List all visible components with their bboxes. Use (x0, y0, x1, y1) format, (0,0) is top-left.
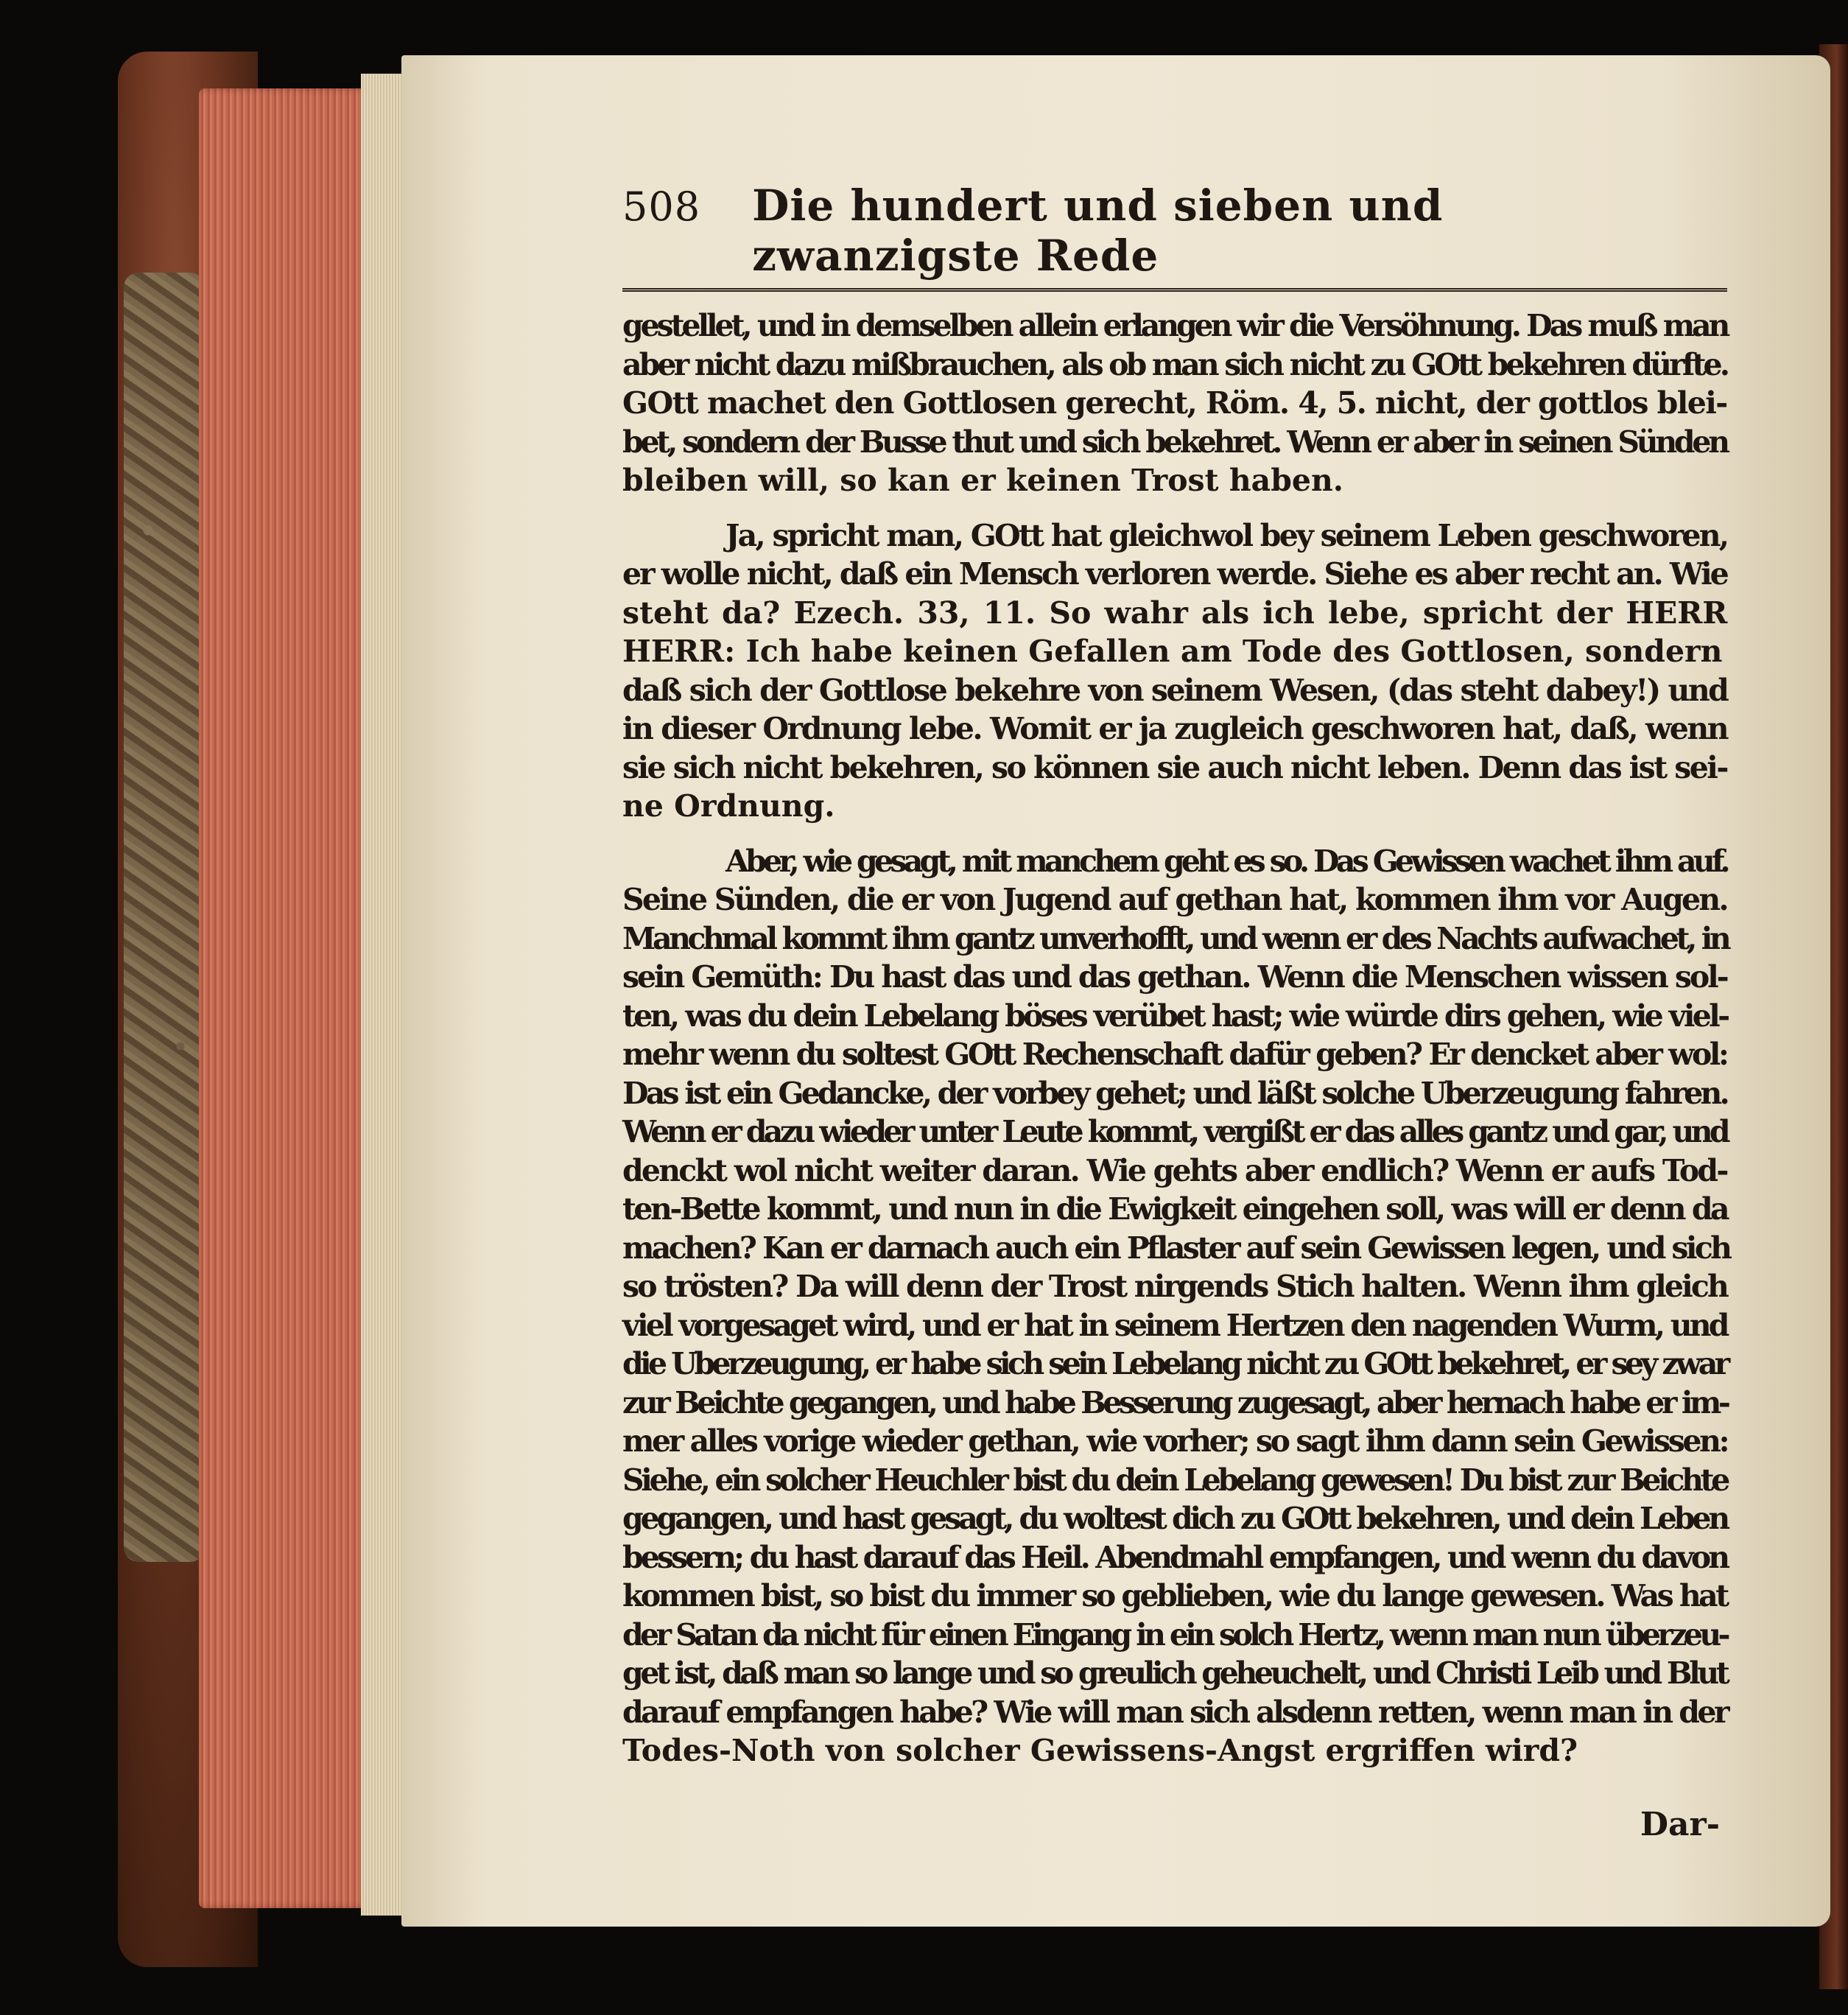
text-line: der Satan da nicht für einen Eingang in ein solch Hertz, wenn man nun überzeu- (622, 1616, 1727, 1653)
text-line: steht da? Ezech. 33, 11. So wahr als ich lebe, spricht der HERR (622, 595, 1728, 631)
paragraph-3 (622, 842, 1730, 1770)
text-line: in dieser Ordnung lebe. Womit er ja zugleich geschworen hat, daß, wenn (622, 711, 1728, 746)
page-edges (361, 74, 405, 1916)
text-line: bessern; du hast darauf das Heil. Abendmahl empfangen, und wenn du davon (622, 1539, 1728, 1575)
text-line: denckt wol nicht weiter daran. Wie gehts aber endlich? Wenn er aufs Tod- (622, 1152, 1727, 1188)
text-line: Wenn er dazu wieder unter Leute kommt, vergißt er das alles gantz und gar, und (622, 1114, 1727, 1149)
text-line: ne Ordnung. (622, 788, 835, 824)
running-head-title: Die hundert und sieben und zwanzigste Rede (752, 181, 1444, 281)
text-line: Manchmal kommt ihm gantz unverhofft, und wenn er des Nachts aufwachet, in (622, 920, 1729, 956)
catchword: Dar- (1640, 1805, 1720, 1843)
text-line: er wolle nicht, daß ein Mensch verloren werde. Siehe es aber recht an. Wie (622, 556, 1727, 592)
text-block (622, 181, 1730, 1843)
text-line: gegangen, und hast gesagt, du woltest dich zu GOtt bekehren, und dein Leben (622, 1501, 1728, 1536)
text-line: Aber, wie gesagt, mit manchem geht es so. Das Gewissen wachet ihm auf. (726, 843, 1728, 879)
text-line: sein Gemüth: Du hast das und das gethan. Wenn die Menschen wissen sol- (622, 959, 1727, 995)
text-line: Ja, spricht man, GOtt hat gleichwol bey seinem Leben geschworen, (726, 517, 1728, 553)
text-line: machen? Kan er darnach auch ein Pflaster auf sein Gewissen legen, und sich (622, 1230, 1730, 1266)
text-line: aber nicht dazu mißbrauchen, als ob man sich nicht zu GOtt bekehren dürfte. (622, 346, 1728, 382)
text-line: Todes-Noth von solcher Gewissens-Angst ergriffen wird? (622, 1733, 1578, 1768)
text-line: sie sich nicht bekehren, so können sie auch nicht leben. Denn das ist sei- (622, 749, 1727, 785)
book-page (401, 55, 1830, 1927)
marbled-cover-pattern (124, 273, 205, 1562)
text-line: Das ist ein Gedancke, der vorbey gehet; und läßt solche Uberzeugung fahren. (622, 1075, 1727, 1111)
text-line: daß sich der Gottlose bekehre von seinem Wesen, (das steht dabey!) und (622, 672, 1728, 708)
text-line: die Uberzeugung, er habe sich sein Lebelang nicht zu GOtt bekehret, er sey zwar (622, 1346, 1727, 1381)
text-line: HERR: Ich habe keinen Gefallen am Tode des Gottlosen, sondern (622, 634, 1723, 669)
text-line: Seine Sünden, die er von Jugend auf gethan hat, kommen ihm vor Augen. (622, 882, 1727, 917)
text-line: gestellet, und in demselben allein erlangen wir die Versöhnung. Das muß man (622, 308, 1728, 343)
paragraph-2 (622, 516, 1727, 826)
text-line: mer alles vorige wieder gethan, wie vorher; so sagt ihm dann sein Gewissen: (622, 1423, 1728, 1459)
text-line: ten, was du dein Lebelang böses verübet hast; wie würde dirs gehen, wie viel- (622, 998, 1728, 1034)
page-number: 508 (622, 183, 701, 230)
text-line: Siehe, ein solcher Heuchler bist du dein Lebelang gewesen! Du bist zur Beichte (622, 1462, 1728, 1498)
text-line: kommen bist, so bist du immer so geblieben, wie du lange gewesen. Was hat (622, 1578, 1727, 1613)
text-line: mehr wenn du soltest GOtt Rechenschaft dafür geben? Er dencket aber wol: (622, 1037, 1727, 1072)
text-line: viel vorgesaget wird, und er hat in seinem Hertzen den nagenden Wurm, und (622, 1307, 1727, 1343)
paragraph-1 (622, 306, 1727, 500)
text-line: bet, sondern der Busse thut und sich bekehret. Wenn er aber in seinen Sünden (622, 424, 1727, 460)
running-head (622, 181, 1727, 292)
text-line: zur Beichte gegangen, und habe Besserung zugesagt, aber hernach habe er im- (622, 1384, 1728, 1420)
text-line: darauf empfangen habe? Wie will man sich alsdenn retten, wenn man in der (622, 1694, 1728, 1730)
text-line: get ist, daß man so lange und so greulich geheuchelt, und Christi Leib und Blut (622, 1655, 1727, 1691)
text-line: GOtt machet den Gottlosen gerecht, Röm. 4, 5. nicht, der gottlos blei- (622, 385, 1727, 421)
text-line: so trösten? Da will denn der Trost nirgends Stich halten. Wenn ihm gleich (622, 1269, 1728, 1304)
text-line: ten-Bette kommt, und nun in die Ewigkeit eingehen soll, was will er denn da (622, 1191, 1728, 1227)
text-line: bleiben will, so kan er keinen Trost haben. (622, 463, 1344, 498)
